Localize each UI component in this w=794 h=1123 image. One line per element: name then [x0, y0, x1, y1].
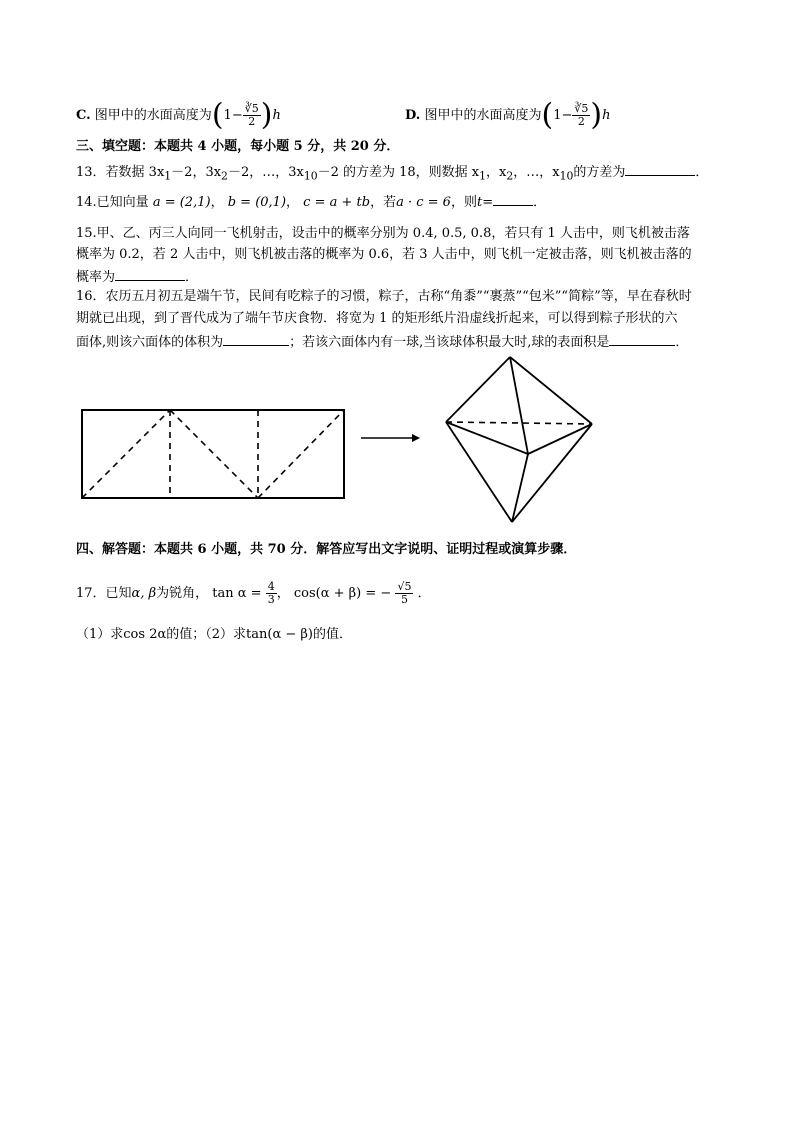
- answer-blank[interactable]: [625, 162, 695, 176]
- vector-a-def: a = (2,1): [152, 195, 211, 210]
- option-d-label: D.: [405, 108, 421, 123]
- section-4-header: 四、解答题：本题共 6 小题，共 70 分．解答应写出文字说明、证明过程或演算步骤．: [76, 542, 577, 557]
- section-3-header: 三、填空题：本题共 4 小题，每小题 5 分，共 20 分．: [76, 139, 400, 154]
- dot-product: a · c = 6: [396, 195, 451, 210]
- expr-h: h: [272, 108, 281, 123]
- option-c-text: 图甲中的水面高度为: [94, 108, 212, 123]
- answer-blank[interactable]: [493, 192, 533, 206]
- question-16-line-3: 面体,则该六面体的体积为 ；若该六面体内有一球,当该球体积最大时,球的表面积是 ．: [76, 332, 688, 352]
- expr-minus: −: [231, 108, 243, 123]
- answer-blank[interactable]: [115, 267, 185, 281]
- question-16-line-2: 期就已出现，到了晋代成为了端午节庆食物．将宽为 1 的矩形纸片沿虚线折起来，可以得到粽子形状的六: [76, 311, 678, 326]
- question-17-parts: （1）求cos 2α的值；（2）求tan(α − β)的值．: [76, 627, 352, 642]
- expr-one: 1: [223, 108, 232, 123]
- question-13: 13．若数据 $3x_1-2$，$3x_2-2$，…，$3x_{10}-2$ 的方差为 18，则数据 $x_1$，$x_2$，…，$x_{10}$的方差为 ．: [76, 162, 708, 186]
- option-d-text: 图甲中的水面高度为: [424, 108, 542, 123]
- question-14: 14.已知向量 a = (2,1)， b = (0,1)， c = a + tb，若a · c = 6，则t= ．: [76, 192, 546, 212]
- tan-fraction: $\frac{4}{3}$: [267, 580, 275, 606]
- expr-one: 1: [553, 108, 562, 123]
- vector-b-def: b = (0,1): [227, 195, 287, 210]
- zongzi-figure: [0, 352, 794, 532]
- option-c: C. 图甲中的水面高度为(1− $\frac{∛5}{2}$ )h: [76, 97, 281, 133]
- fraction: $\frac{∛5}{2}$: [244, 102, 259, 128]
- expr-h: h: [602, 108, 611, 123]
- question-15-line-2: 概率为 0.2，若 2 人击中，则飞机被击落的概率为 0.6，若 3 人击中，则飞机一定被击落，则飞机被击落的: [76, 247, 692, 262]
- cos-fraction: $\frac{√5}{5}$: [397, 580, 412, 606]
- paper-rectangle: [82, 410, 344, 498]
- vector-c-def: c = a + tb: [303, 195, 371, 210]
- fold-lines: [82, 410, 344, 498]
- question-15-line-1: 15.甲、乙、丙三人向同一飞机射击，设击中的概率分别为 0.4, 0.5, 0.8，若只有 1 人击中，则飞机被击落: [76, 226, 690, 241]
- answer-blank[interactable]: [223, 332, 289, 346]
- option-d: D. 图甲中的水面高度为(1− $\frac{∛5}{2}$ )h: [405, 97, 611, 133]
- expr-minus: −: [561, 108, 573, 123]
- fraction: $\frac{∛5}{2}$: [574, 102, 589, 128]
- answer-blank[interactable]: [609, 332, 675, 346]
- question-17: 17．已知α, β为锐角， tan α = $\frac{4}{3}$ ， cos(α + β) = − $\frac{√5}{5}$ ．: [76, 580, 431, 606]
- option-c-label: C.: [76, 108, 91, 123]
- question-15-line-3: 概率为 ．: [76, 267, 198, 287]
- arrow-icon: [361, 434, 420, 442]
- hexahedron: [446, 357, 592, 522]
- question-16-line-1: 16．农历五月初五是端午节，民间有吃粽子的习惯，粽子，古称“角黍”“裹蒸”“包米”“简粽”等，早在春秋时: [76, 289, 692, 304]
